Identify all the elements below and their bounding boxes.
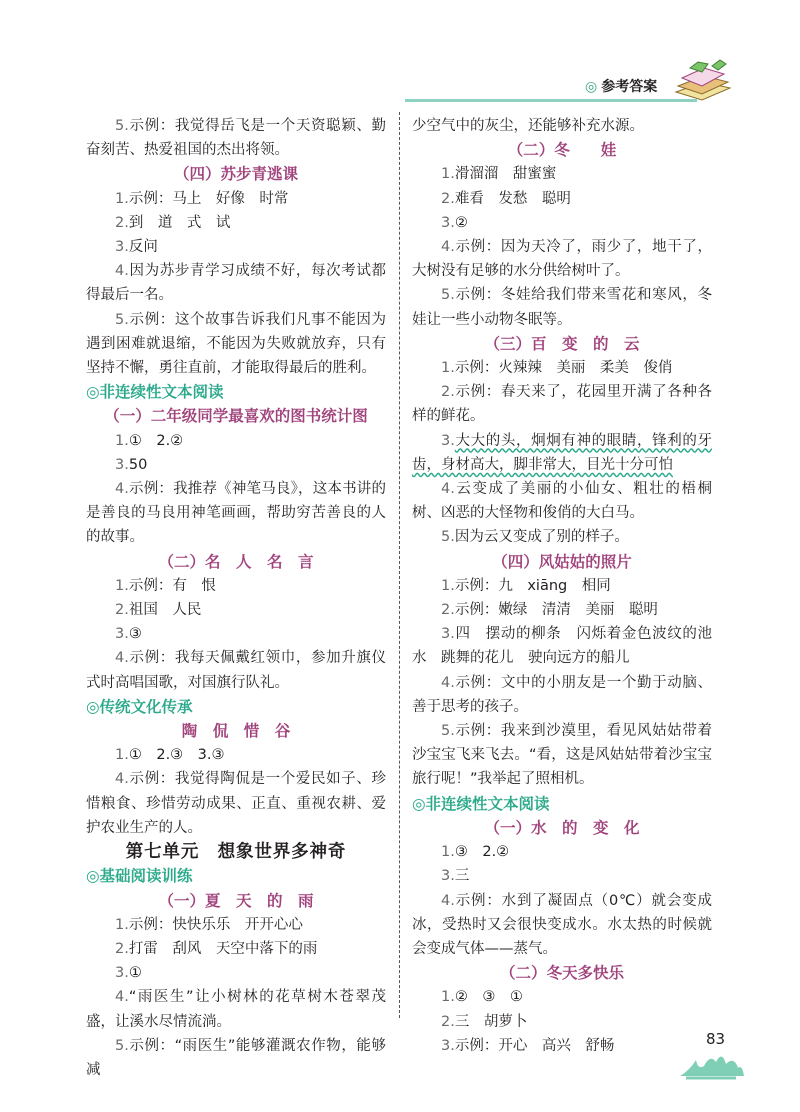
answer-line — [86, 961, 386, 985]
answer-line — [86, 646, 386, 694]
answer-line — [86, 1034, 386, 1082]
section-heading: （二）名 人 名 言 — [158, 552, 314, 571]
answer-text: 到 道 式 试 — [128, 214, 231, 231]
item-number: 3. — [115, 965, 129, 982]
badge-circle-icon: ◎ — [585, 79, 598, 95]
answer-text: 示例：我觉得岳飞是一个天资聪颖、勤奋刻苦、热爱祖国的杰出将领。 — [86, 118, 386, 159]
item-number: 2. — [441, 190, 455, 207]
answer-text: 示例：文中的小朋友是一个勤于动脑、善于思考的孩子。 — [412, 674, 712, 715]
item-number: 4. — [441, 481, 455, 498]
answer-text: 示例：开心 高兴 舒畅 — [454, 1037, 615, 1054]
answer-text: 示例：九 xiāng 相同 — [454, 577, 611, 594]
answer-line — [412, 114, 712, 138]
answer-text: 示例：我觉得陶侃是一个爱民如子、珍惜粮食、珍惜劳动成果、正直、重视农耕、爱护农业生产的人。 — [86, 771, 386, 836]
answer-line — [412, 985, 712, 1009]
item-number: 4. — [115, 263, 129, 280]
answer-text: 示例：我来到沙漠里，看见风姑姑带着沙宝宝飞来飞去。“看，这是风姑姑带着沙宝宝旅行呢！”我举起了照相机。 — [412, 723, 712, 788]
answer-text: ② ③ ① — [454, 989, 523, 1006]
item-number: 4. — [441, 674, 455, 691]
answer-text: 示例：水到了凝固点（0℃）就会变成冰，受热时又会很快变成水。水太热的时候就会变成气体——蒸气。 — [412, 892, 712, 957]
answer-text: 示例：我每天佩戴红领巾，参加升旗仪式时高唱国歌，对国旗行队礼。 — [86, 650, 386, 691]
column-divider — [399, 112, 400, 1018]
answer-text: 三 — [454, 868, 470, 885]
answer-line — [86, 985, 386, 1033]
answer-text: 难看 发愁 聪明 — [454, 190, 571, 207]
answer-text: “雨医生”让小树林的花草树木苍翠茂盛，让溪水尽情流淌。 — [86, 989, 386, 1030]
item-number: 3. — [441, 868, 455, 885]
answer-line — [412, 574, 712, 598]
item-number: 1. — [441, 844, 455, 861]
item-number: 5. — [115, 118, 129, 134]
answer-line — [86, 259, 386, 307]
item-number: 4. — [441, 892, 455, 909]
answer-text: ① 2.② — [128, 432, 184, 449]
item-number: 1. — [441, 360, 455, 377]
section-heading: （二）冬 娃 — [507, 141, 617, 160]
answer-line — [86, 114, 386, 162]
answer-line — [412, 162, 712, 186]
answer-text: 因为云又变成了别的样子。 — [454, 529, 629, 546]
answer-text: 示例：火辣辣 美丽 柔美 俊俏 — [454, 360, 673, 377]
answer-text: 示例：因为天冷了，雨少了，地干了，大树没有足够的水分供给树叶了。 — [412, 239, 712, 280]
answer-line — [86, 937, 386, 961]
answer-text: 反问 — [128, 239, 158, 256]
item-number: 1. — [115, 916, 129, 933]
answer-text: 少空气中的灰尘，还能够补充水源。 — [412, 118, 644, 134]
answer-text: 云变成了美丽的小仙女、粗壮的梧桐树、凶恶的大怪物和俊俏的大白马。 — [412, 481, 712, 522]
item-number: 4. — [115, 771, 129, 788]
answer-line — [412, 889, 712, 962]
category-heading: ◎非连续性文本阅读 — [86, 383, 224, 402]
section-heading: 陶 侃 惜 谷 — [181, 722, 291, 741]
section-heading: （三）百 变 的 云 — [484, 334, 640, 353]
book-stack-icon — [672, 58, 734, 106]
answer-line — [86, 429, 386, 453]
header-title: 参考答案 — [601, 79, 658, 95]
answer-text: 祖国 人民 — [128, 602, 202, 619]
header-badge — [585, 76, 657, 96]
answer-line — [86, 913, 386, 937]
answer-text: 示例：冬娃给我们带来雪花和寒风，冬娃让一些小动物冬眠等。 — [412, 287, 712, 328]
item-number: 3. — [441, 626, 455, 643]
item-number: 1. — [441, 989, 455, 1006]
answer-text: 四 摆动的柳条 闪烁着金色波纹的池水 跳舞的花儿 驶向远方的船儿 — [412, 626, 712, 667]
answer-line — [412, 598, 712, 622]
item-number: 1. — [115, 577, 129, 594]
item-number: 1. — [441, 166, 455, 183]
item-number: 2. — [115, 940, 129, 957]
item-number: 2. — [115, 214, 129, 231]
item-number: 4. — [115, 650, 129, 667]
answer-text: 示例：嫩绿 清清 美丽 聪明 — [454, 602, 658, 619]
item-number: 5. — [441, 529, 455, 546]
answer-line — [86, 453, 386, 477]
item-number: 2. — [441, 384, 455, 401]
answer-line — [86, 235, 386, 259]
answer-text: 示例：这个故事告诉我们凡事不能因为遇到困难就退缩，不能因为失败就放弃，只有坚持不懈，勇往直前，才能取得最后的胜利。 — [86, 311, 386, 377]
answer-text: 示例：有 恨 — [128, 577, 216, 594]
item-number: 5. — [441, 723, 455, 740]
section-heading: （四）苏步青逃课 — [173, 165, 298, 184]
header-rule — [405, 99, 697, 102]
item-number: 3. — [441, 1037, 455, 1054]
answer-line — [412, 864, 712, 888]
item-number: 3. — [115, 626, 129, 643]
answer-text: 打雷 刮风 天空中落下的雨 — [128, 940, 318, 957]
answer-text: 示例：马上 好像 时常 — [128, 190, 289, 207]
left-column — [86, 114, 386, 1082]
answer-line — [412, 380, 712, 428]
item-number: 2. — [441, 1013, 455, 1030]
answer-text: ② — [454, 214, 468, 231]
item-number: 3. — [441, 214, 455, 231]
answer-text: 因为苏步青学习成绩不好，每次考试都得最后一名。 — [86, 263, 386, 304]
page-number: 83 — [706, 1030, 726, 1048]
item-number: 4. — [115, 481, 129, 498]
item-number: 3. — [441, 432, 455, 449]
answer-line — [86, 308, 386, 381]
item-number: 3. — [115, 456, 129, 473]
answer-text: 50 — [128, 456, 148, 473]
unit-title: 第七单元 想象世界多神奇 — [125, 842, 347, 863]
answer-line — [86, 743, 386, 767]
item-number: 1. — [115, 190, 129, 207]
section-heading: （二）冬天多快乐 — [499, 964, 624, 983]
answer-line — [86, 477, 386, 550]
section-heading: （一）夏 天 的 雨 — [158, 891, 314, 910]
answer-line — [412, 1034, 712, 1058]
answer-line — [412, 525, 712, 549]
item-number: 5. — [115, 311, 129, 328]
item-number: 5. — [441, 287, 455, 304]
answer-line — [412, 840, 712, 864]
answer-text: ① — [128, 965, 142, 982]
answer-text: 示例：我推荐《神笔马良》，这本书讲的是善良的马良用神笔画画，帮助穷苦善良的人的故事。 — [86, 481, 386, 546]
item-number: 4. — [441, 239, 455, 256]
answer-text: 示例：快快乐乐 开开心心 — [128, 916, 303, 933]
section-heading: （一）二年级同学最喜欢的图书统计图 — [104, 407, 368, 426]
answer-line — [412, 477, 712, 525]
section-heading: （四）风姑姑的照片 — [492, 552, 632, 571]
answer-line — [412, 1010, 712, 1034]
answer-text: 滑溜溜 甜蜜蜜 — [454, 166, 557, 183]
answer-text: 三 胡萝卜 — [454, 1013, 528, 1030]
grass-splash-icon — [676, 1040, 746, 1080]
item-number: 1. — [115, 432, 129, 449]
answer-line — [86, 767, 386, 840]
right-column — [412, 114, 712, 1058]
answer-text: ① 2.③ 3.③ — [128, 747, 225, 764]
answer-line — [412, 671, 712, 719]
section-heading: （一）水 的 变 化 — [484, 818, 640, 837]
answer-line — [86, 598, 386, 622]
item-number: 2. — [115, 602, 129, 619]
answer-line — [412, 719, 712, 792]
answer-text: ③ — [128, 626, 142, 643]
answer-line — [86, 187, 386, 211]
answer-text: 示例：春天来了，花园里开满了各种各样的鲜花。 — [412, 384, 712, 425]
category-heading: ◎非连续性文本阅读 — [412, 794, 550, 813]
answer-text: 大大的头，炯炯有神的眼睛，锋利的牙齿，身材高大，脚非常大，目光十分可怕 — [412, 432, 712, 473]
answer-line — [412, 622, 712, 670]
answer-line — [412, 187, 712, 211]
item-number: 3. — [115, 239, 129, 256]
item-number: 1. — [115, 747, 129, 764]
answer-line — [412, 283, 712, 331]
answer-line — [412, 211, 712, 235]
item-number: 1. — [441, 577, 455, 594]
item-number: 5. — [115, 1037, 129, 1054]
answer-text: ③ 2.② — [454, 844, 510, 861]
item-number: 2. — [441, 602, 455, 619]
category-heading: ◎传统文化传承 — [86, 697, 193, 716]
answer-text: 示例：“雨医生”能够灌溉农作物，能够减 — [86, 1037, 386, 1078]
answer-line — [86, 574, 386, 598]
answer-line — [86, 211, 386, 235]
answer-line — [86, 622, 386, 646]
item-number: 4. — [115, 989, 129, 1006]
answer-line — [412, 356, 712, 380]
category-heading: ◎基础阅读训练 — [86, 867, 193, 886]
answer-line — [412, 235, 712, 283]
answer-line — [412, 429, 712, 477]
